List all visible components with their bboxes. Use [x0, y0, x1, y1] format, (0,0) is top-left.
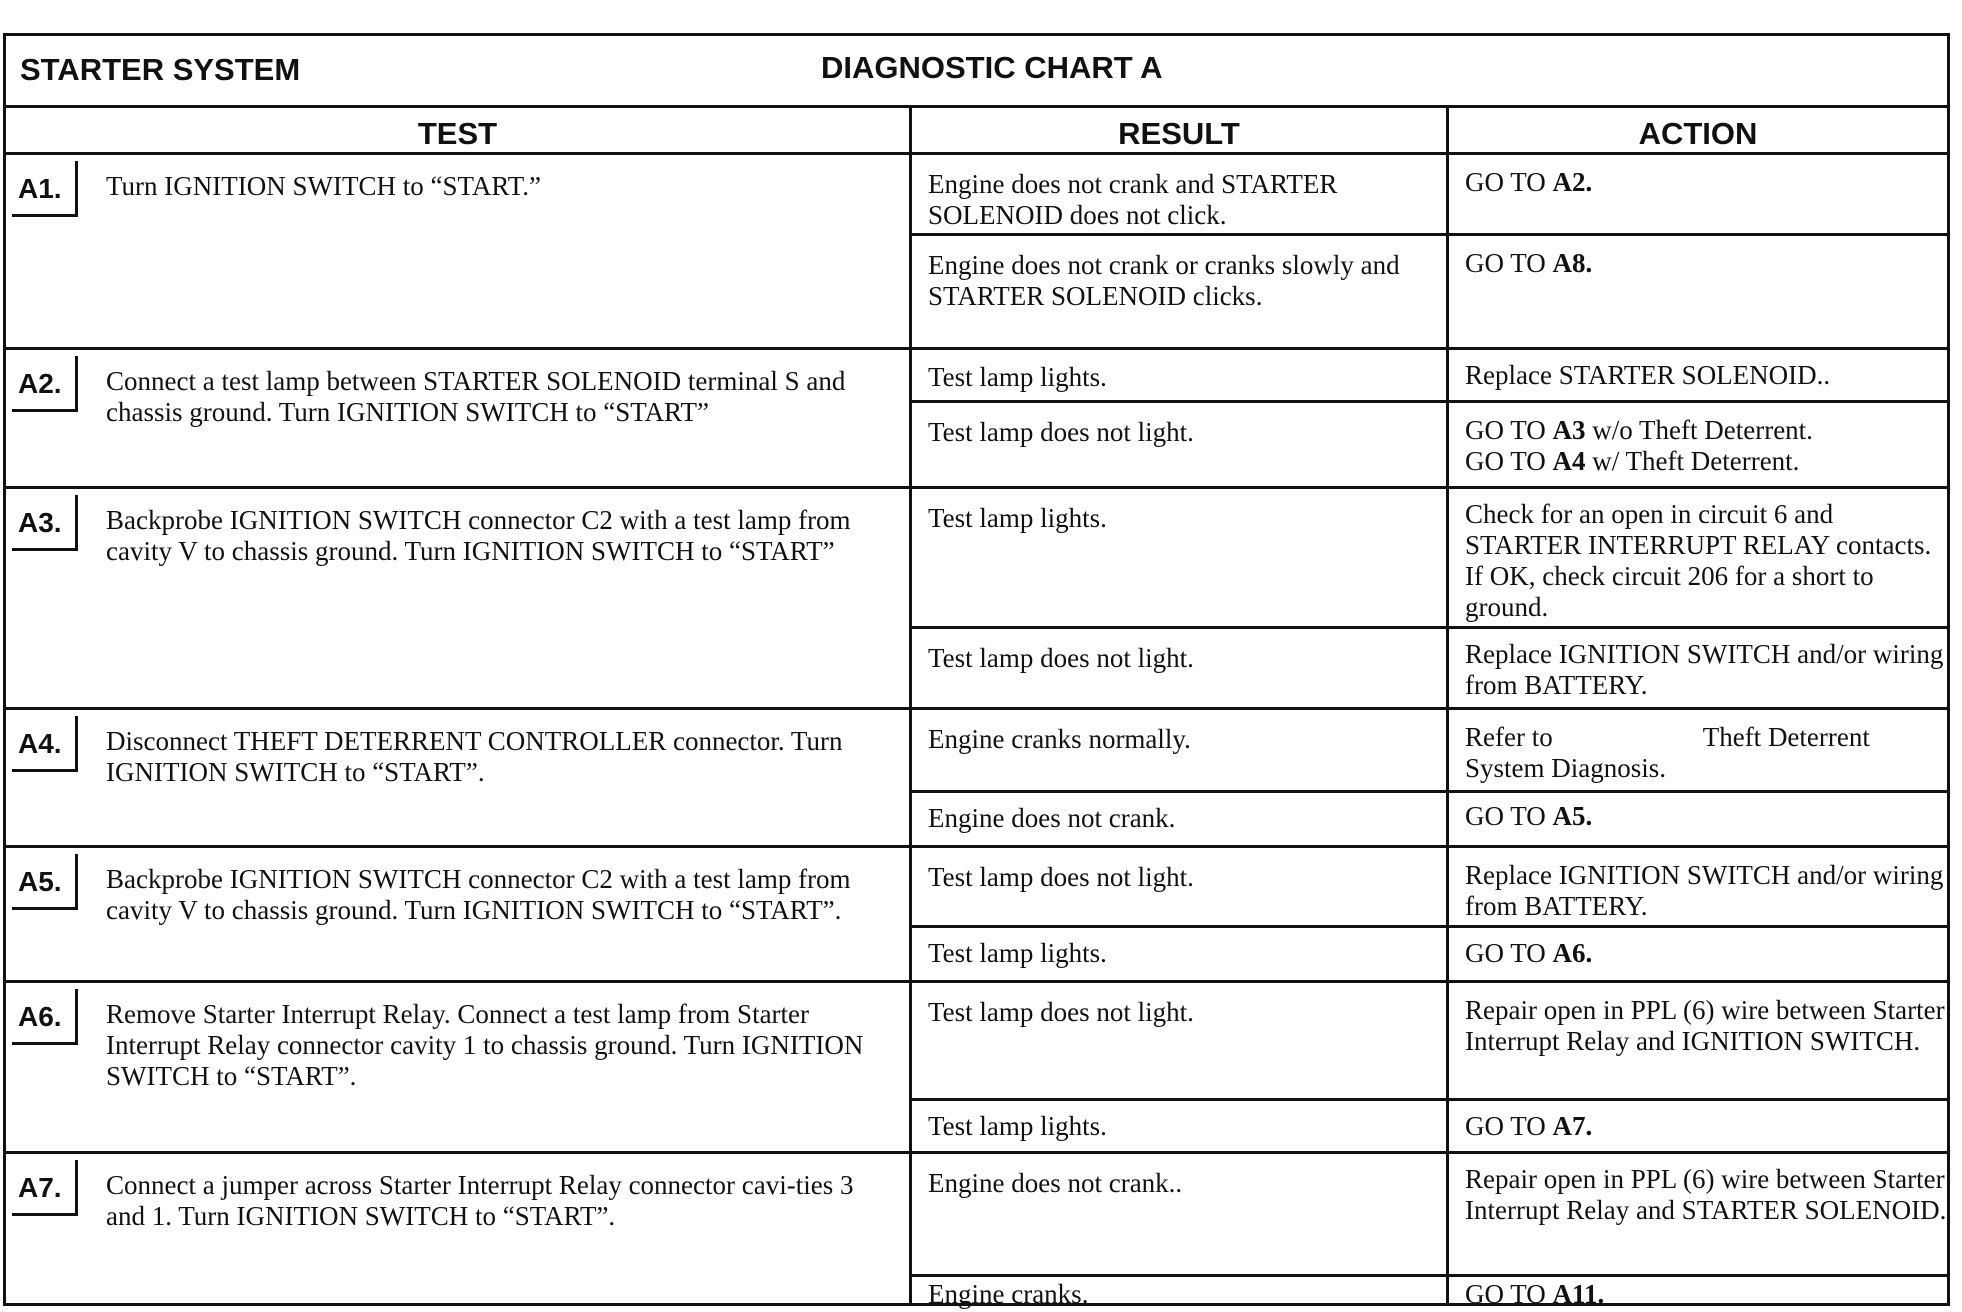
- result-text: Engine does not crank and STARTER SOLENOID does not click.: [928, 169, 1338, 230]
- action-text: Replace IGNITION SWITCH and/or wiring from BATTERY.: [1465, 639, 1944, 700]
- step-id: A1.: [12, 161, 78, 217]
- step-a4: [6, 710, 909, 848]
- action-step-ref: A6.: [1552, 938, 1593, 968]
- result-text: Engine cranks.: [928, 1279, 1089, 1309]
- action-step-ref: A8.: [1552, 248, 1593, 278]
- action-suffix: w/ Theft Deterrent.: [1592, 446, 1800, 476]
- action-prefix: GO TO: [1465, 801, 1546, 831]
- result-text: Test lamp lights.: [928, 1111, 1107, 1141]
- action-step-ref: A11.: [1552, 1279, 1605, 1309]
- action-line: [1465, 446, 1947, 477]
- action-text: [1449, 155, 1947, 235]
- result-text: Test lamp does not light.: [928, 417, 1194, 447]
- step-a3: [6, 489, 909, 710]
- action-column-header: ACTION: [1638, 116, 1758, 151]
- chart-title-row: [6, 36, 1947, 108]
- step-test-text: Connect a test lamp between STARTER SOLENOID terminal S and chassis ground. Turn IGNITION SWITCH to “START”: [106, 366, 846, 427]
- action-line: [1465, 415, 1947, 446]
- action-text: [1449, 710, 1947, 790]
- result-text: Test lamp does not light.: [928, 997, 1194, 1027]
- result-text: Engine does not crank.: [928, 803, 1176, 833]
- result-text: Test lamp lights.: [928, 503, 1107, 533]
- action-prefix: GO TO: [1465, 167, 1546, 197]
- result-text: Test lamp lights.: [928, 362, 1107, 392]
- action-text: Replace STARTER SOLENOID..: [1465, 360, 1831, 390]
- result-text: Engine does not crank..: [928, 1168, 1183, 1198]
- step-a2: [6, 350, 909, 489]
- action-step-ref: A5.: [1552, 801, 1593, 831]
- action-text: Repair open in PPL (6) wire between Starter Interrupt Relay and IGNITION SWITCH.: [1465, 995, 1945, 1056]
- result-column-header: RESULT: [1118, 116, 1240, 151]
- step-id: A5.: [12, 854, 78, 910]
- step-id: A2.: [12, 356, 78, 412]
- result-text: Test lamp lights.: [928, 938, 1107, 968]
- action-text: [1449, 928, 1947, 983]
- step-test-text: Connect a jumper across Starter Interrupt Relay connector cavi-ties 3 and 1. Turn IGNITION SWITCH to “START”.: [106, 1170, 854, 1231]
- action-prefix: GO TO: [1465, 1279, 1546, 1309]
- system-name: STARTER SYSTEM: [20, 52, 301, 87]
- step-test-text: Backprobe IGNITION SWITCH connector C2 with a test lamp from cavity V to chassis ground. Turn IGNITION SWITCH to “START”.: [106, 864, 851, 925]
- diagnostic-chart: [3, 33, 1950, 1309]
- action-text-part: System Diagnosis.: [1465, 753, 1667, 783]
- step-a7: [6, 1154, 909, 1306]
- action-prefix: GO TO: [1465, 938, 1546, 968]
- action-text-part: Refer to: [1465, 722, 1553, 752]
- action-step-ref: A7.: [1552, 1111, 1593, 1141]
- action-text: Replace IGNITION SWITCH and/or wiring from BATTERY.: [1465, 860, 1944, 921]
- action-text: Check for an open in circuit 6 and STARTER INTERRUPT RELAY contacts. If OK, check circuit 206 for a short to ground.: [1465, 499, 1932, 622]
- step-id: A3.: [12, 495, 78, 551]
- action-suffix: w/o Theft Deterrent.: [1592, 415, 1813, 445]
- step-id: A6.: [12, 989, 78, 1045]
- step-id: A7.: [12, 1160, 78, 1216]
- step-a6: [6, 983, 909, 1154]
- step-test-text: Backprobe IGNITION SWITCH connector C2 with a test lamp from cavity V to chassis ground. Turn IGNITION SWITCH to “START”: [106, 505, 851, 566]
- result-text: Engine does not crank or cranks slowly and STARTER SOLENOID clicks.: [928, 250, 1400, 311]
- step-test-text: Disconnect THEFT DETERRENT CONTROLLER connector. Turn IGNITION SWITCH to “START”.: [106, 726, 843, 787]
- action-step-ref: A3: [1552, 415, 1586, 445]
- action-text: [1449, 793, 1947, 848]
- action-text-part: Theft Deterrent: [1702, 722, 1870, 752]
- action-step-ref: A2.: [1552, 167, 1593, 197]
- action-text: [1449, 403, 1947, 489]
- result-text: Test lamp does not light.: [928, 862, 1194, 892]
- action-step-ref: A4: [1552, 446, 1586, 476]
- step-a5: [6, 848, 909, 983]
- chart-title: DIAGNOSTIC CHART A: [821, 50, 1163, 85]
- action-text: [1449, 236, 1947, 350]
- result-text: Test lamp does not light.: [928, 643, 1194, 673]
- action-prefix: GO TO: [1465, 415, 1546, 445]
- action-text: [1449, 1277, 1947, 1309]
- action-text: [1449, 1101, 1947, 1154]
- step-id: A4.: [12, 716, 78, 772]
- test-column-header: TEST: [417, 116, 498, 151]
- step-test-text: Remove Starter Interrupt Relay. Connect a test lamp from Starter Interrupt Relay connector cavity 1 to chassis ground. Turn IGNITION SWITCH to “START”.: [106, 999, 864, 1091]
- action-prefix: GO TO: [1465, 248, 1546, 278]
- action-prefix: GO TO: [1465, 1111, 1546, 1141]
- action-text: Repair open in PPL (6) wire between Starter Interrupt Relay and STARTER SOLENOID.: [1465, 1164, 1947, 1225]
- step-a1: [6, 155, 909, 350]
- result-text: Engine cranks normally.: [928, 724, 1191, 754]
- column-header-row: [6, 108, 1947, 155]
- action-prefix: GO TO: [1465, 446, 1546, 476]
- step-test-text: Turn IGNITION SWITCH to “START.”: [106, 171, 541, 201]
